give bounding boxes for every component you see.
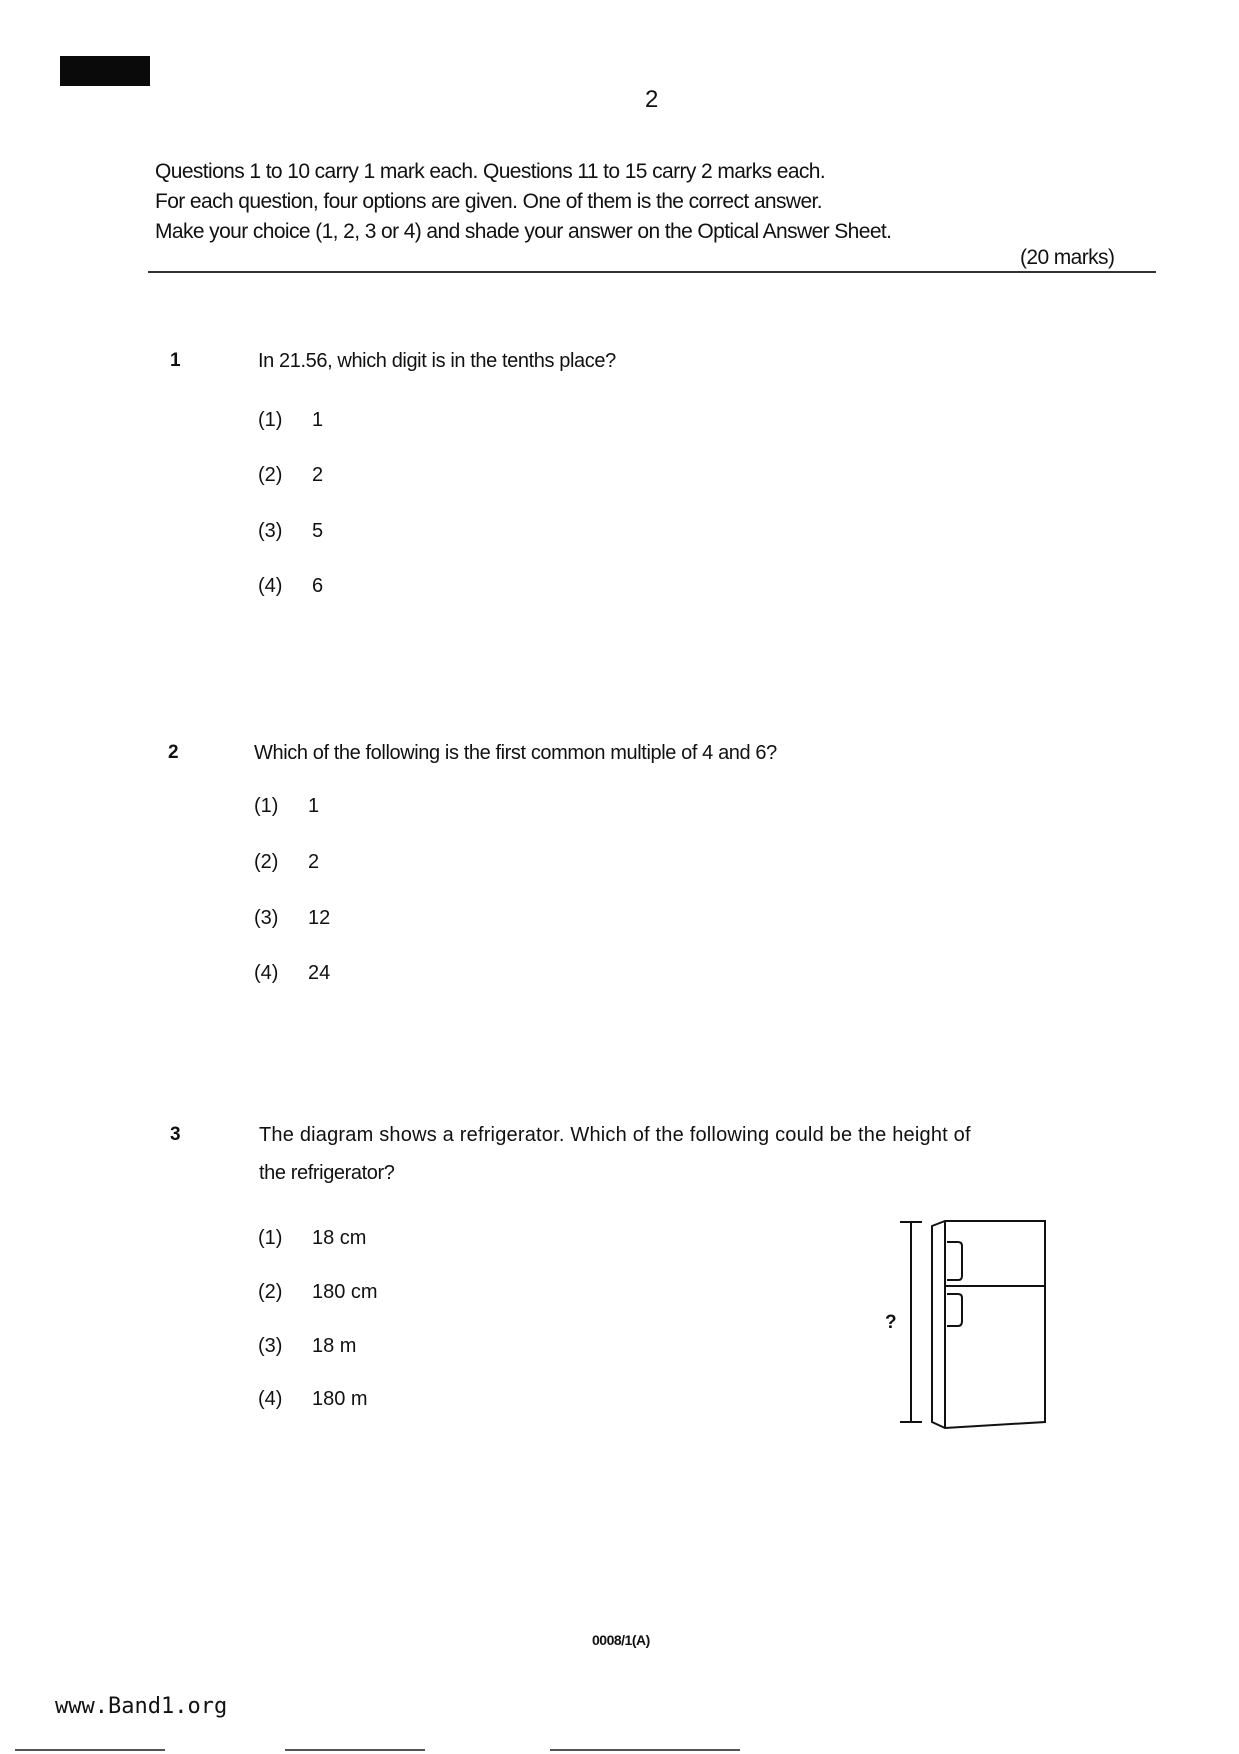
- option-value: 180 cm: [312, 1281, 378, 1303]
- option-label: (4): [254, 962, 279, 984]
- refrigerator-diagram: [890, 1210, 1050, 1445]
- option-label: (1): [258, 1227, 283, 1249]
- option-label: (4): [258, 575, 283, 597]
- total-marks: (20 marks): [1020, 246, 1115, 269]
- option-label: (3): [258, 1335, 283, 1357]
- option: [258, 1388, 368, 1411]
- divider: [148, 271, 1156, 273]
- option: [254, 907, 330, 930]
- instruction-line: Questions 1 to 10 carry 1 mark each. Questions 11 to 15 carry 2 marks each.: [155, 160, 826, 183]
- question-text: In 21.56, which digit is in the tenths place?: [258, 350, 616, 372]
- height-label: ?: [885, 1312, 897, 1333]
- option-value: 6: [312, 575, 324, 597]
- option-value: 2: [312, 464, 324, 486]
- option: [258, 520, 323, 543]
- option: [258, 1281, 378, 1304]
- option-label: (3): [258, 520, 283, 542]
- option: [258, 464, 323, 487]
- option-value: 18 m: [312, 1335, 357, 1357]
- option: [254, 851, 319, 874]
- option: [258, 1335, 356, 1358]
- redaction-block: [60, 56, 150, 86]
- option: [258, 409, 323, 432]
- option-label: (2): [254, 851, 279, 873]
- option-value: 5: [312, 520, 324, 542]
- question-text: The diagram shows a refrigerator. Which of the following could be the height of: [259, 1124, 971, 1146]
- option-label: (2): [258, 464, 283, 486]
- option-label: (1): [258, 409, 283, 431]
- question-number: 2: [168, 742, 179, 763]
- question-text: Which of the following is the first common multiple of 4 and 6?: [254, 742, 777, 764]
- option: [254, 795, 319, 818]
- option-value: 180 m: [312, 1388, 368, 1410]
- option-label: (4): [258, 1388, 283, 1410]
- option: [254, 962, 330, 985]
- instruction-line: Make your choice (1, 2, 3 or 4) and shade your answer on the Optical Answer Sheet.: [155, 220, 892, 243]
- scan-edge: [550, 1749, 740, 1751]
- instruction-line: For each question, four options are given. One of them is the correct answer.: [155, 190, 823, 213]
- option-value: 1: [308, 795, 320, 817]
- option-value: 1: [312, 409, 324, 431]
- option-label: (2): [258, 1281, 283, 1303]
- question-number: 1: [170, 350, 181, 371]
- option: [258, 575, 323, 598]
- watermark-url: www.Band1.org: [55, 1694, 228, 1719]
- option: [258, 1227, 366, 1250]
- option-label: (3): [254, 907, 279, 929]
- question-text: the refrigerator?: [259, 1162, 395, 1184]
- page-number: 2: [645, 86, 659, 113]
- scan-edge: [285, 1749, 425, 1751]
- option-value: 12: [308, 907, 331, 929]
- option-value: 2: [308, 851, 320, 873]
- option-value: 18 cm: [312, 1227, 367, 1249]
- paper-code: 0008/1(A): [592, 1632, 650, 1648]
- scan-edge: [15, 1749, 165, 1751]
- option-label: (1): [254, 795, 279, 817]
- option-value: 24: [308, 962, 331, 984]
- question-number: 3: [170, 1124, 181, 1145]
